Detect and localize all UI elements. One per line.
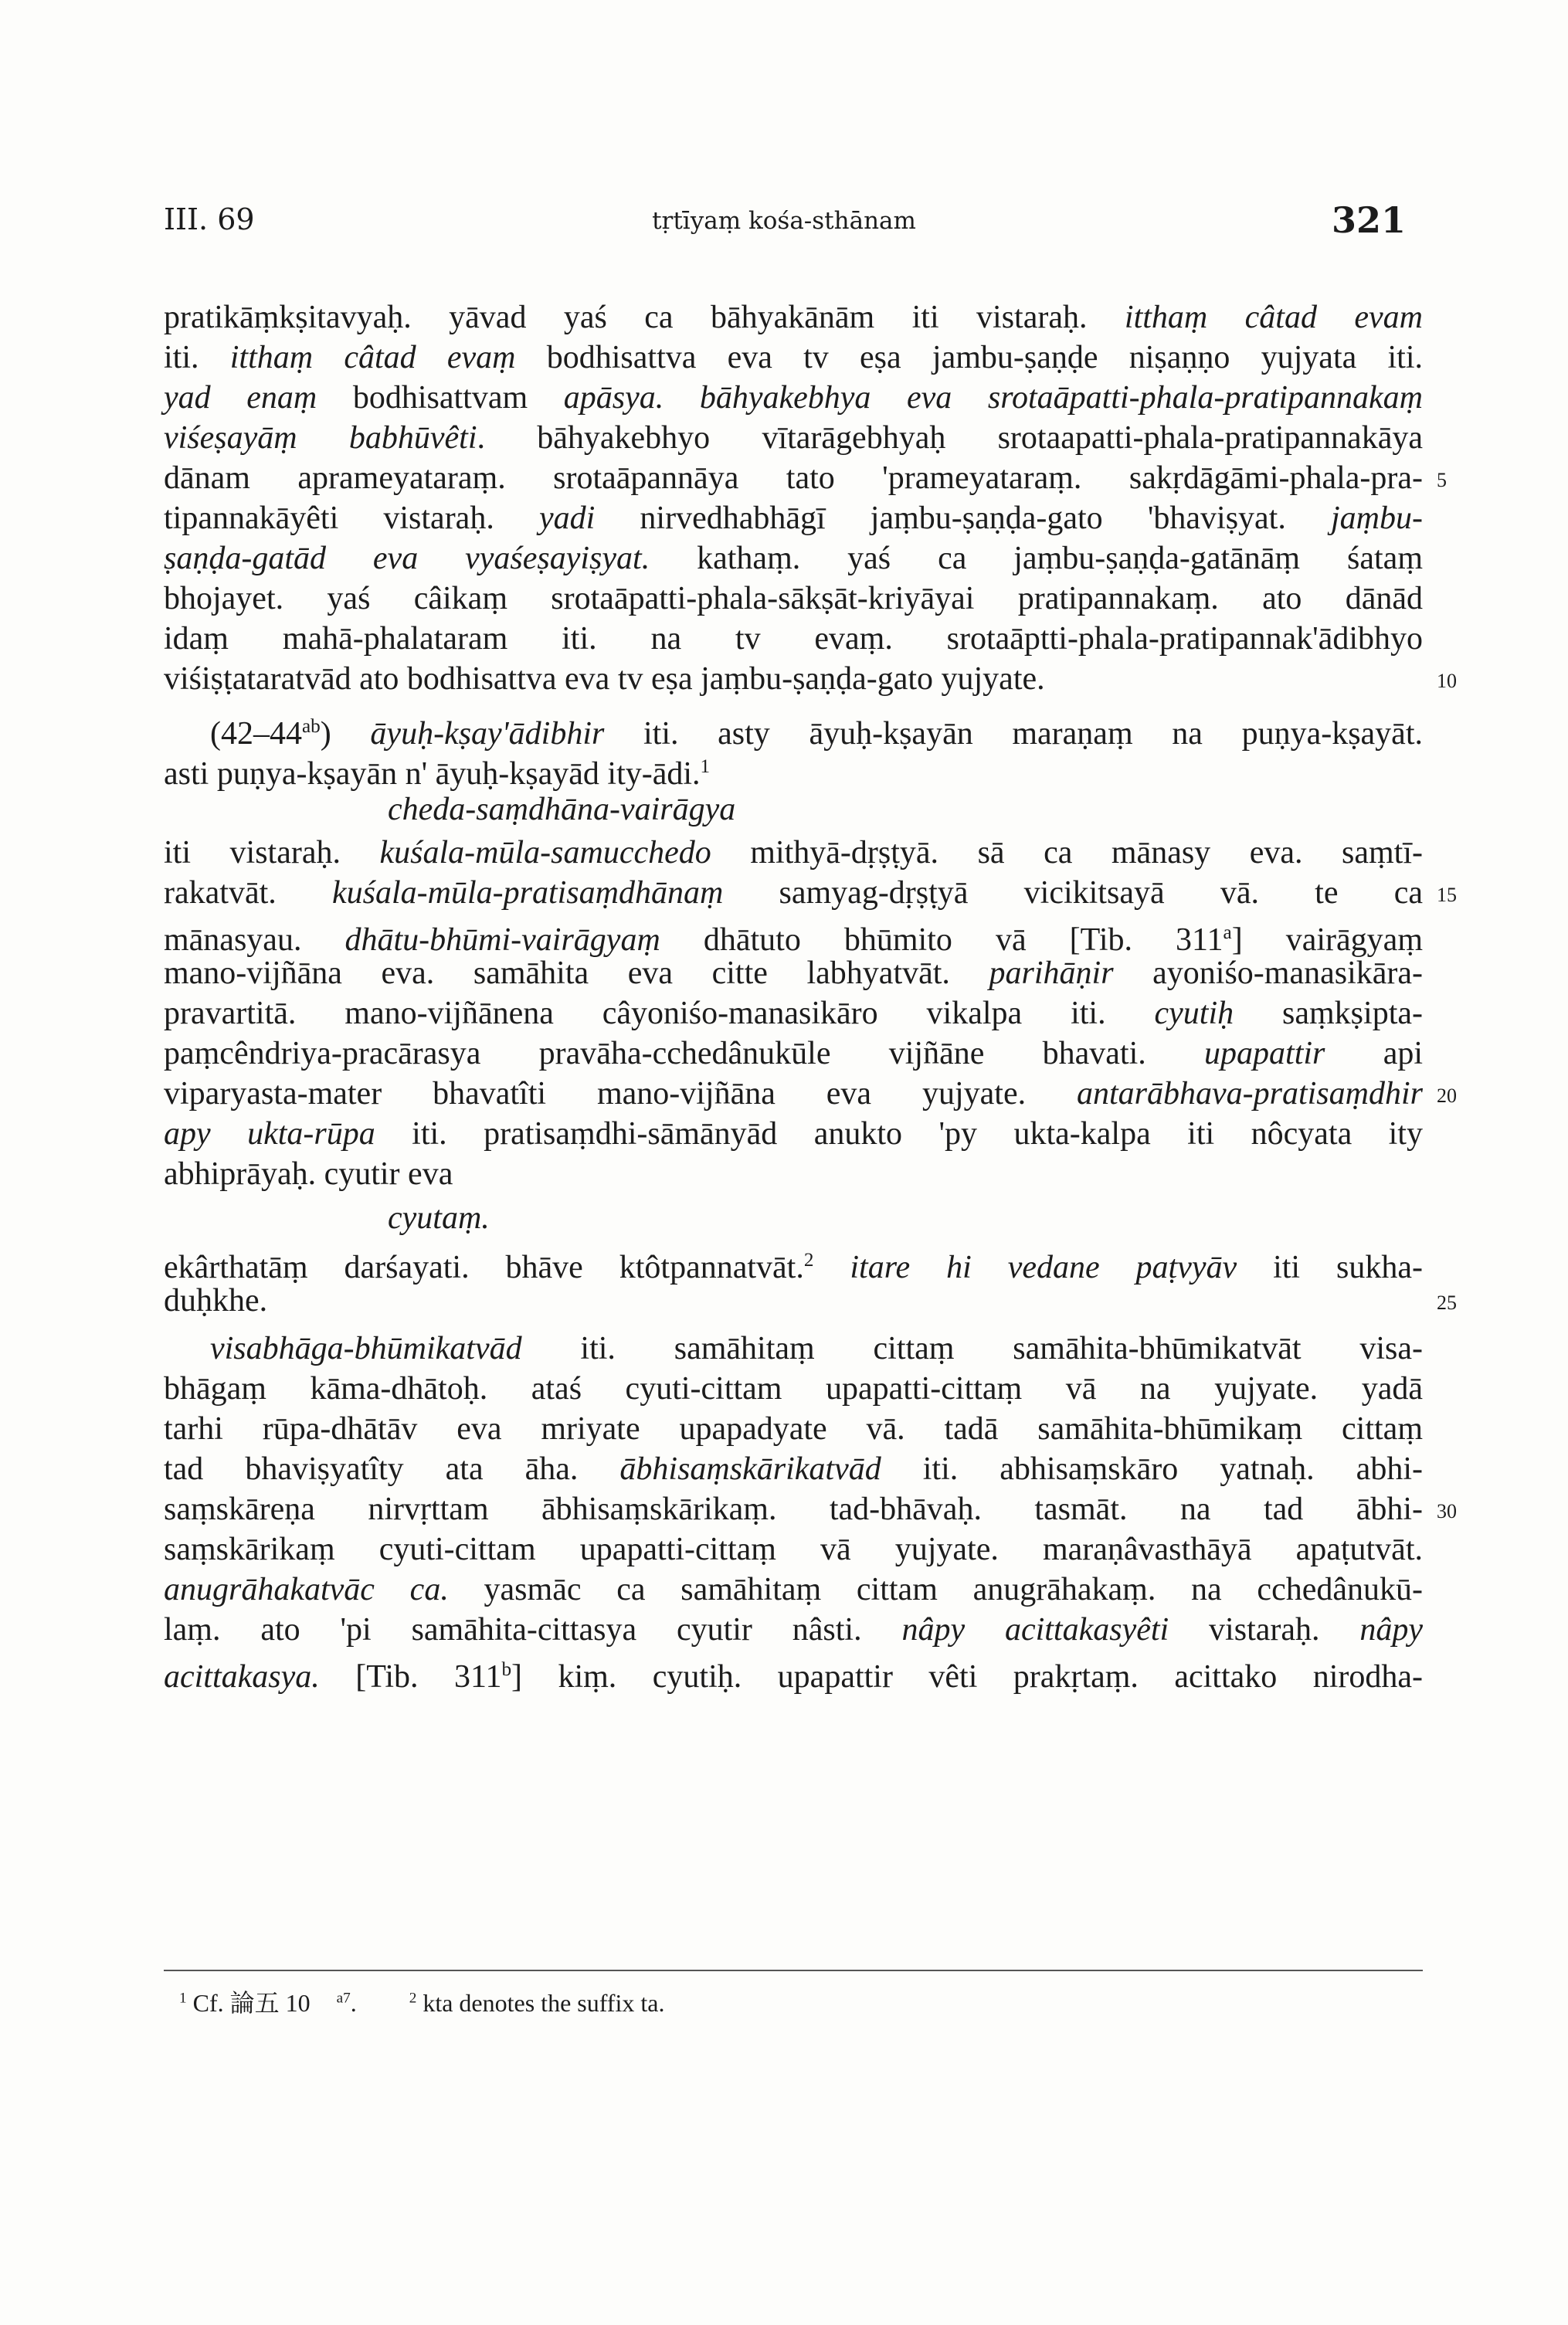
- text-run: bodhisattva eva tv eṣa jambu-ṣaṇḍe niṣaṇṇo yujyata iti.: [515, 340, 1424, 375]
- text-line: [164, 1034, 1423, 1074]
- text-line: [388, 789, 735, 830]
- text-run: ] vairāgyaṃ: [1231, 922, 1423, 958]
- text-run: [Tib. 311: [319, 1659, 502, 1695]
- text-run: mithyā-dṛṣṭyā. sā ca mānasy eva. saṃtī-: [711, 835, 1423, 871]
- text-run: yasmāc ca samāhitaṃ cittam anugrāhakaṃ. na cchedânukū-: [448, 1572, 1423, 1607]
- text-run: dhātuto bhūmito vā [Tib. 311: [660, 922, 1224, 958]
- text-line: [164, 579, 1423, 619]
- text-run: duḥkhe.: [164, 1283, 268, 1319]
- text-run: iti.: [164, 340, 230, 375]
- margin-line-number: 30: [1437, 1500, 1457, 1522]
- text-run: anugrāhakatvāc ca.: [164, 1572, 449, 1607]
- text-run: cyutaṃ.: [388, 1200, 490, 1236]
- text-line: [164, 538, 1423, 579]
- text-run: ab: [302, 716, 321, 737]
- text-run: a7: [336, 1990, 351, 2007]
- text-run: iti vistaraḥ.: [164, 835, 380, 871]
- text-run: itthaṃ câtad evaṃ: [229, 340, 516, 375]
- text-run: yad enaṃ: [164, 380, 317, 416]
- text-run: pratikāṃkṣitavyaḥ. yāvad yaś ca bāhyakānām iti vistaraḥ.: [164, 300, 1125, 335]
- text-run: kathaṃ. yaś ca jaṃbu-ṣaṇḍa-gatānāṃ śataṃ: [650, 541, 1423, 576]
- text-run: laṃ. ato 'pi samāhita-cittasya cyutir nâsti.: [164, 1612, 902, 1648]
- text-line: [164, 1529, 1423, 1570]
- text-run: iti. asty āyuḥ-kṣayān maraṇaṃ na puṇya-kṣayāt.: [604, 716, 1423, 752]
- text-line: [164, 297, 1423, 338]
- text-line: [164, 873, 1423, 913]
- text-run: ṣaṇḍa-gatād eva vyaśeṣayiṣyat.: [164, 541, 650, 576]
- footnotes: [179, 1984, 717, 2019]
- text-run: parihāṇir: [989, 955, 1114, 991]
- margin-line-number: 25: [1437, 1291, 1457, 1314]
- margin-line-number: 5: [1437, 469, 1447, 491]
- text-run: tipannakāyêti vistaraḥ.: [164, 501, 539, 536]
- margin-line-number: 15: [1437, 884, 1457, 906]
- text-run: dānam aprameyataraṃ. srotaāpannāya tato 'prameyataraṃ. sakṛdāgāmi-phala-pra-: [164, 460, 1423, 496]
- text-run: kuśala-mūla-samucchedo: [379, 835, 711, 871]
- text-run: .: [350, 1989, 357, 2017]
- text-run: itthaṃ câtad evam: [1124, 300, 1423, 335]
- text-line: [164, 1489, 1423, 1529]
- text-run: iti. abhisaṃskāro yatnaḥ. abhi-: [881, 1451, 1423, 1487]
- text-line: [164, 338, 1423, 378]
- section-number: III. 69: [164, 202, 255, 236]
- text-run: apāsya. bāhyakebhya eva srotaāpatti-phala-pratipannakaṃ: [563, 380, 1423, 416]
- text-run: 2: [803, 1250, 814, 1271]
- page-number: 321: [1331, 199, 1406, 241]
- text-run: saṃkṣipta-: [1234, 996, 1423, 1031]
- text-run: ābhisaṃskārikatvād: [619, 1451, 881, 1487]
- text-run: vistaraḥ.: [1169, 1612, 1360, 1648]
- text-run: . bāhyakebhyo vītarāgebhyaḥ srotaapatti-phala-pratipannakāya: [477, 420, 1423, 456]
- text-run: viparyasta-mater bhavatîti mano-vijñāna eva yujyate.: [164, 1076, 1077, 1112]
- text-run: iti. samāhitaṃ cittaṃ samāhita-bhūmikatvāt visa-: [521, 1331, 1423, 1366]
- text-line: [164, 1074, 1423, 1114]
- text-run: nirvedhabhāgī jaṃbu-ṣaṇḍa-gato 'bhaviṣyat.: [595, 501, 1331, 536]
- text-line: [164, 993, 1423, 1034]
- text-run: itare hi vedane paṭvyāv: [850, 1250, 1237, 1285]
- text-run: acittakasya.: [164, 1659, 320, 1695]
- text-run: bhāgaṃ kāma-dhātoḥ. ataś cyuti-cittam upapatti-cittaṃ vā na yujyate. yadā: [164, 1371, 1423, 1407]
- margin-line-number: 10: [1437, 670, 1457, 692]
- text-run: upapattir: [1204, 1036, 1325, 1071]
- text-run: asti puṇya-kṣayān n' āyuḥ-kṣayād ity-ādi.: [164, 756, 701, 792]
- text-line: [164, 1449, 1423, 1489]
- text-run: mānasyau.: [164, 922, 345, 958]
- text-run: yadi: [538, 501, 596, 536]
- text-line: [164, 1409, 1423, 1449]
- margin-line-number: 20: [1437, 1084, 1457, 1107]
- text-run: Cf. 論五 10: [186, 1989, 311, 2017]
- text-line: [210, 1329, 1423, 1369]
- text-run: bhojayet. yaś câikaṃ srotaāpatti-phala-sākṣāt-kriyāyai pratipannakaṃ. ato dānād: [164, 581, 1423, 616]
- text-run: tarhi rūpa-dhātāv eva mriyate upapadyate vā. tadā samāhita-bhūmikaṃ cittaṃ: [164, 1411, 1423, 1447]
- text-line: [164, 498, 1423, 538]
- text-run: apy ukta-rūpa: [164, 1116, 375, 1152]
- text-line: [164, 1154, 1423, 1194]
- text-line: [164, 378, 1423, 418]
- text-run: kuśala-mūla-pratisaṃdhānaṃ: [331, 875, 724, 911]
- text-run: idaṃ mahā-phalataram iti. na tv evaṃ. srotaāptti-phala-pratipannak'ādibhyo: [164, 621, 1423, 657]
- text-run: api: [1325, 1036, 1423, 1071]
- text-line: [164, 1610, 1423, 1650]
- text-line: [164, 1369, 1423, 1409]
- running-title: tṛtīyaṃ kośa-sthānam: [652, 207, 916, 235]
- text-run: ekârthatāṃ darśayati. bhāve ktôtpannatvāt.: [164, 1250, 804, 1285]
- text-line: [164, 458, 1423, 498]
- text-run: nâpy acittakasyêti: [901, 1612, 1169, 1648]
- text-run: tad bhaviṣyatîty ata āha.: [164, 1451, 620, 1487]
- text-run: (42–44: [210, 716, 302, 752]
- text-run: b: [501, 1659, 512, 1680]
- text-run: rakatvāt.: [164, 875, 332, 911]
- text-run: dhātu-bhūmi-vairāgyaṃ: [344, 922, 660, 958]
- footnote: [179, 1989, 383, 2017]
- text-line: [164, 418, 1423, 458]
- text-run: nâpy: [1359, 1612, 1424, 1648]
- text-line: [164, 747, 1423, 794]
- text-run: cheda-saṃdhāna-vairāgya: [388, 792, 736, 827]
- text-line: [388, 1198, 490, 1238]
- text-run: iti sukha-: [1237, 1250, 1424, 1285]
- text-line: [164, 1650, 1423, 1697]
- text-run: iti. pratisaṃdhi-sāmānyād anukto 'py ukta-kalpa iti nôcyata ity: [375, 1116, 1423, 1152]
- footnote: [409, 1989, 691, 2017]
- text-run: saṃskārikaṃ cyuti-cittam upapatti-cittaṃ vā yujyate. maraṇâvasthāyā apaṭutvāt.: [164, 1532, 1423, 1567]
- text-run: 1: [179, 1990, 187, 2007]
- text-run: a: [1223, 922, 1232, 943]
- text-run: kta denotes the suffix ta.: [416, 1989, 665, 2017]
- text-run: saṃskāreṇa nirvṛttam ābhisaṃskārikaṃ. tad-bhāvaḥ. tasmāt. na tad ābhi-: [164, 1492, 1423, 1527]
- text-run: āyuḥ-kṣay'ādibhir: [370, 716, 605, 752]
- text-run: mano-vijñāna eva. samāhita eva citte labhyatvāt.: [164, 955, 989, 991]
- text-run: viśiṣṭataratvād ato bodhisattva eva tv eṣa jaṃbu-ṣaṇḍa-gato yujyate.: [164, 661, 1045, 697]
- text-line: [164, 619, 1423, 659]
- text-run: samyag-dṛṣṭyā vicikitsayā vā. te ca: [723, 875, 1423, 911]
- text-run: viśeṣayāṃ babhūvêti: [164, 420, 477, 456]
- text-run: ] kiṃ. cyutiḥ. upapattir vêti prakṛtaṃ. acittako nirodha-: [511, 1659, 1424, 1695]
- text-line: [164, 659, 1423, 699]
- text-run: visabhāga-bhūmikatvād: [210, 1331, 522, 1366]
- text-run: ayoniśo-manasikāra-: [1113, 955, 1423, 991]
- text-run: ): [320, 716, 371, 752]
- text-line: [164, 1570, 1423, 1610]
- text-run: paṃcêndriya-pracārasya pravāha-cchedânukūle vijñāne bhavati.: [164, 1036, 1205, 1071]
- text-run: abhiprāyaḥ. cyutir eva: [164, 1156, 453, 1192]
- text-run: antarābhava-pratisaṃdhir: [1076, 1076, 1423, 1112]
- text-run: jaṃbu-: [1331, 501, 1423, 536]
- text-line: [164, 833, 1423, 873]
- text-run: 2: [409, 1990, 417, 2007]
- text-run: pravartitā. mano-vijñānena câyoniśo-manasikāro vikalpa iti.: [164, 996, 1155, 1031]
- footnote-rule: [164, 1970, 1423, 1971]
- text-run: 1: [700, 756, 711, 777]
- text-run: bodhisattvam: [317, 380, 564, 416]
- text-line: [164, 953, 1423, 993]
- text-run: cyutiḥ: [1154, 996, 1234, 1031]
- text-line: [164, 1114, 1423, 1154]
- text-line: [164, 1281, 1423, 1321]
